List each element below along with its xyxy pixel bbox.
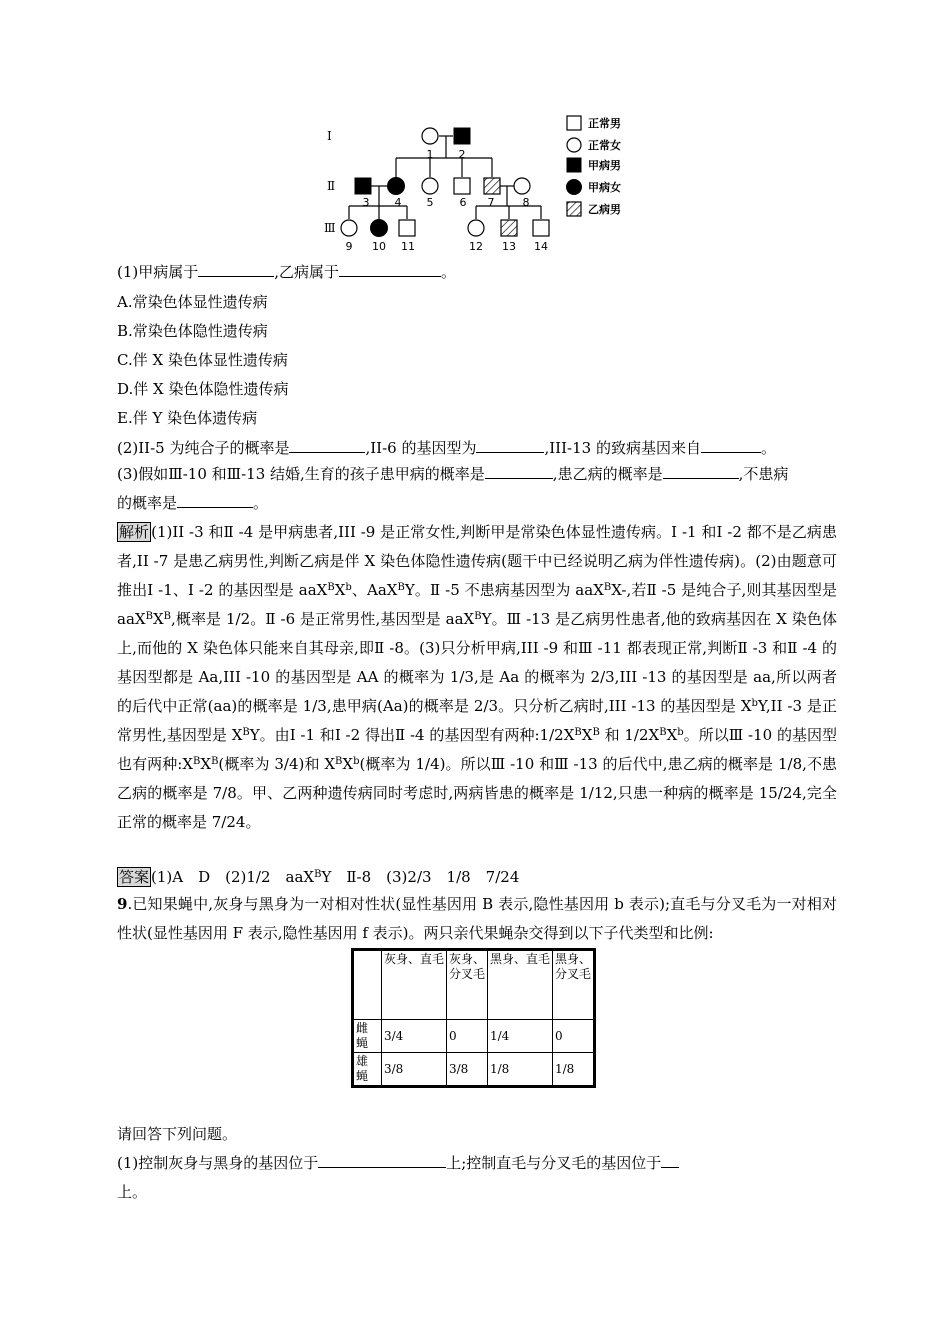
- question-9-prompt: 请回答下列问题。: [117, 1125, 238, 1143]
- answer-blank[interactable]: [339, 262, 441, 277]
- table-cell: 3/8: [382, 1053, 447, 1087]
- table-header: 灰身、分叉毛: [447, 950, 488, 1020]
- answer-blank[interactable]: [318, 1153, 446, 1168]
- legend-disease-b-male-icon: [567, 202, 581, 216]
- option-e: E.伴 Y 染色体遗传病: [117, 409, 258, 427]
- individual-I-2: [454, 128, 470, 144]
- id-7: 7: [487, 196, 495, 209]
- table-header: 灰身、直毛: [382, 950, 447, 1020]
- id-1: 1: [426, 148, 434, 161]
- question-3: (3)假如Ⅲ-10 和Ⅲ-13 结婚,生育的孩子患甲病的概率是 ,患乙病的概率是 ,不患病 的概率是 。: [117, 465, 789, 512]
- id-10: 10: [372, 240, 386, 253]
- id-9: 9: [345, 240, 353, 253]
- option-a: A.常染色体显性遗传病: [117, 293, 268, 311]
- individual-III-12: [468, 220, 484, 236]
- answer-blank[interactable]: [663, 464, 739, 479]
- gen-label-3: Ⅲ: [324, 221, 336, 235]
- option-b: B.常染色体隐性遗传病: [117, 322, 268, 340]
- answer-blank[interactable]: [476, 438, 544, 453]
- question-9-1-cont: 上。: [117, 1183, 148, 1201]
- option-d: D.伴 X 染色体隐性遗传病: [117, 380, 289, 398]
- id-8: 8: [522, 196, 530, 209]
- table-header: 黑身、直毛: [488, 950, 553, 1020]
- table-cell: 1/8: [488, 1053, 553, 1087]
- legend-label-2: 正常女: [588, 139, 621, 152]
- question-1: (1)甲病属于 ,乙病属于 。: [117, 263, 457, 281]
- answer-blank[interactable]: [177, 493, 253, 508]
- answer-blank[interactable]: [485, 464, 553, 479]
- id-6: 6: [459, 196, 467, 209]
- question-9: 9.已知果蝇中,灰身与黑身为一对相对性状(显性基因用 B 表示,隐性基因用 b 表示);直毛与分叉毛为一对相对性状(显性基因用 F 表示,隐性基因用 f 表示)。两只亲代果蝇杂交得到以下子代类型和比例:: [117, 895, 837, 942]
- legend-normal-male-icon: [567, 116, 581, 130]
- offspring-table: [351, 948, 596, 1088]
- row-label: 雄蝇: [353, 1053, 382, 1087]
- id-4: 4: [394, 196, 402, 209]
- individual-III-9: [341, 220, 357, 236]
- table-row: [353, 1020, 595, 1053]
- answer-blank[interactable]: [661, 1153, 679, 1168]
- table-cell: 1/8: [553, 1053, 595, 1087]
- individual-III-11: [399, 220, 415, 236]
- table-cell: 3/8: [447, 1053, 488, 1087]
- table-header-row: [353, 950, 595, 1020]
- table-cell: 1/4: [488, 1020, 553, 1053]
- question-9-1: (1)控制灰身与黑身的基因位于 上;控制直毛与分叉毛的基因位于: [117, 1153, 679, 1173]
- individual-II-7: [484, 178, 500, 194]
- id-2: 2: [458, 148, 466, 161]
- pedigree-chart: [320, 112, 640, 257]
- id-5: 5: [426, 196, 434, 209]
- option-c: C.伴 X 染色体显性遗传病: [117, 351, 288, 369]
- individual-II-3: [355, 178, 371, 194]
- individual-II-4: [388, 178, 405, 195]
- gen-label-1: Ⅰ: [327, 129, 332, 143]
- legend-disease-a-female-icon: [567, 180, 582, 195]
- answer-blank[interactable]: [289, 438, 365, 453]
- analysis-paragraph: 解析 (1)II -3 和Ⅱ -4 是甲病患者,III -9 是正常女性,判断甲是常染色体显性遗传病。Ⅰ -1 和Ⅰ -2 都不是乙病患者,II -7 是患乙病男性,判断乙病是伴 X 染色体隐性遗传病(题干中已经说明乙病为伴性遗传病)。(2)由题意可推出Ⅰ -1、Ⅰ -2 的基因型是 $aaX^BX^b$、AaX$^B$Y。Ⅱ -5 不患病基因型为 aaX$^B$X-,若Ⅱ -5 是纯合子,则其基因型是 $aaX^BX^B$,概率是 1/2。Ⅱ -6 是正常男性,基因型是 aaX$^B$Y。Ⅲ -13 是乙病男性患者,他的致病基因在 X 染色体上,而他的 X 染色体只能来自其母亲,即Ⅱ -8。(3)只分析甲病,III -9 和Ⅲ -11 都表现正常,判断Ⅱ -3 和Ⅱ -4 的基因型都是 Aa,III -10 的基因型是 AA 的概率为 1/3,是 Aa 的概率为 2/3,III -13 的基因型是 aa,所以两者的后代中正常(aa)的概率是 1/3,患甲病(Aa)的概率是 2/3。只分析乙病时,III -13 的基因型是 $X^bY,II$ -3 是正常男性,基因型是 $X^BY$。由Ⅰ -1 和Ⅰ -2 得出Ⅱ -4 的基因型有两种$:1/2X^BX^B$ 和 $1/2X^BX^b$。所以Ⅲ -10 的基因型也有两种$:X^BX^B$(概率为 3/4)和 $X^BX^b$(概率为 1/4)。所以Ⅲ -10 和Ⅲ -13 的后代中,患乙病的概率是 1/8,不患乙病的概率是 7/8。甲、乙两种遗传病同时考虑时,两病皆患的概率是 1/12,只患一种病的概率是 15/24,完全正常的概率是 7/24。: [117, 523, 838, 831]
- table-cell: 0: [447, 1020, 488, 1053]
- id-13: 13: [502, 240, 516, 253]
- individual-I-1: [422, 128, 438, 144]
- legend-normal-female-icon: [567, 138, 581, 152]
- individual-II-6: [454, 178, 470, 194]
- legend-label-3: 甲病男: [588, 159, 621, 172]
- id-11: 11: [401, 240, 415, 253]
- table-cell: 0: [553, 1020, 595, 1053]
- question-2: (2)II-5 为纯合子的概率是 ,II-6 的基因型为 ,III-13 的致病基因来自 。: [117, 439, 776, 457]
- row-label: 雌蝇: [353, 1020, 382, 1053]
- individual-III-14: [533, 220, 549, 236]
- table-corner-cell: [353, 950, 382, 1020]
- legend-label-4: 甲病女: [588, 181, 621, 194]
- individual-III-10: [371, 220, 388, 237]
- answer-line: 答案 (1)A D (2)1/2 aaX$^B$Y Ⅱ-8 (3)2/3 1/8 7/24: [119, 868, 520, 886]
- id-14: 14: [534, 240, 548, 253]
- table-row: [353, 1053, 595, 1087]
- id-12: 12: [469, 240, 483, 253]
- legend-label-5: 乙病男: [588, 203, 621, 216]
- gen-label-2: Ⅱ: [327, 179, 336, 193]
- question-9-number: 9: [117, 895, 128, 913]
- individual-II-8: [514, 178, 530, 194]
- legend-label-1: 正常男: [588, 117, 621, 130]
- legend-disease-a-male-icon: [567, 158, 581, 172]
- answer-tag: 答案: [119, 868, 150, 886]
- table-header: 黑身、分叉毛: [553, 950, 595, 1020]
- analysis-tag: 解析: [119, 523, 150, 541]
- answer-blank[interactable]: [701, 438, 761, 453]
- id-3: 3: [362, 196, 370, 209]
- answer-blank[interactable]: [198, 262, 274, 277]
- individual-II-5: [422, 178, 438, 194]
- individual-III-13: [501, 220, 517, 236]
- table-cell: 3/4: [382, 1020, 447, 1053]
